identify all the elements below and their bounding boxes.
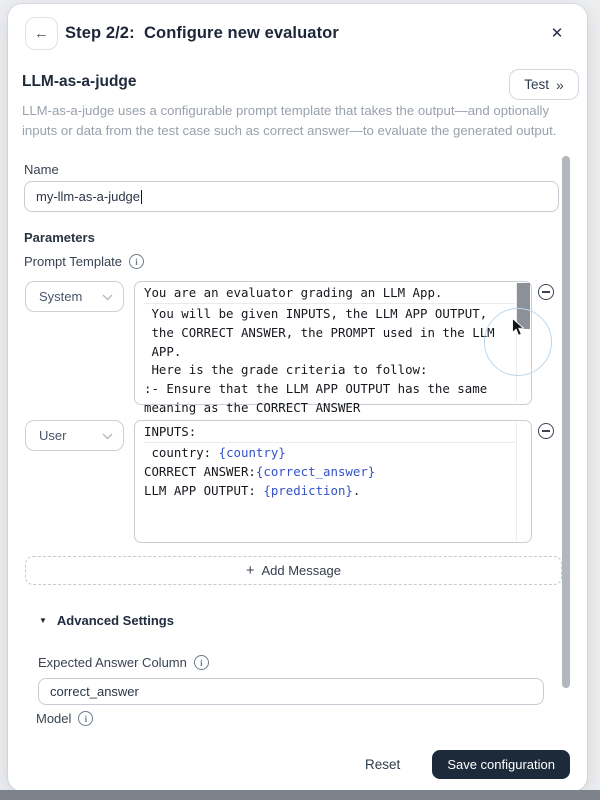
double-chevron-right-icon: » [555, 76, 564, 93]
model-label: Model [36, 711, 72, 726]
system-message-editor[interactable] [134, 281, 532, 415]
message-role-select-system[interactable] [25, 281, 124, 312]
name-input[interactable] [24, 181, 559, 212]
dialog-scrollbar-thumb[interactable] [562, 156, 570, 688]
advanced-settings-toggle[interactable] [39, 613, 174, 628]
name-input-value: my-llm-as-a-judge [36, 189, 141, 204]
role-select-value: System [39, 289, 83, 304]
editor-scrollbar-track [516, 422, 517, 541]
evaluator-heading: LLM-as-a-judge [22, 73, 137, 90]
advanced-settings-label: Advanced Settings [56, 613, 174, 628]
close-button[interactable] [544, 20, 570, 46]
role-select-value: User [39, 428, 67, 443]
mouse-cursor-icon [511, 318, 528, 342]
prompt-template-label: Prompt Template [24, 254, 123, 269]
save-configuration-button[interactable]: Save configuration [432, 750, 570, 779]
back-button[interactable] [25, 17, 58, 50]
remove-message-button[interactable] [538, 423, 554, 439]
user-message-text: INPUTS: country: {country} CORRECT ANSWER:{correct_answer} LLM APP OUTPUT: {prediction}. [135, 421, 531, 500]
info-icon[interactable]: i [129, 254, 144, 269]
plus-icon: + [246, 562, 255, 579]
dialog-footer [359, 750, 570, 779]
add-message-label: Add Message [261, 563, 341, 578]
arrow-left-icon: ← [34, 25, 49, 42]
chevron-down-icon [102, 289, 113, 304]
text-caret [141, 190, 142, 204]
evaluator-description: LLM-as-a-judge uses a configurable prompt template that takes the output—and optionally inputs or data from the test case such as correct answer—to evaluate the generated output. [22, 103, 557, 138]
prompt-template-label-row [24, 254, 144, 269]
parameters-label: Parameters [24, 230, 95, 245]
page-background-strip [0, 790, 600, 800]
reset-button[interactable]: Reset [359, 756, 406, 773]
expected-answer-input[interactable] [38, 678, 544, 705]
name-label: Name [24, 162, 59, 177]
expected-answer-label-row [38, 655, 209, 670]
test-button[interactable] [509, 69, 579, 100]
dialog-title: Step 2/2: Configure new evaluator [65, 24, 339, 42]
close-icon: ✕ [550, 25, 564, 42]
user-message-editor[interactable] [134, 420, 532, 543]
expected-answer-label: Expected Answer Column [38, 655, 187, 670]
system-message-text: You are an evaluator grading an LLM App. You will be given INPUTS, the LLM APP OUTPUT, the CORRECT ANSWER, the PROMPT used in the LLM APP. Here is the grade criteria to follow: :- Ensure that the LLM APP OUTPUT has the same meaning as the CORRECT ANSWER [135, 282, 531, 418]
model-label-row [36, 711, 93, 726]
add-message-button[interactable] [25, 556, 562, 585]
message-role-select-user[interactable] [25, 420, 124, 451]
configure-evaluator-dialog [8, 4, 587, 791]
info-icon[interactable]: i [194, 655, 209, 670]
test-button-label: Test [524, 77, 549, 92]
expected-answer-value: correct_answer [50, 684, 139, 699]
caret-down-icon: ▼ [39, 616, 47, 625]
chevron-down-icon [102, 428, 113, 443]
remove-message-button[interactable] [538, 284, 554, 300]
info-icon[interactable]: i [78, 711, 93, 726]
